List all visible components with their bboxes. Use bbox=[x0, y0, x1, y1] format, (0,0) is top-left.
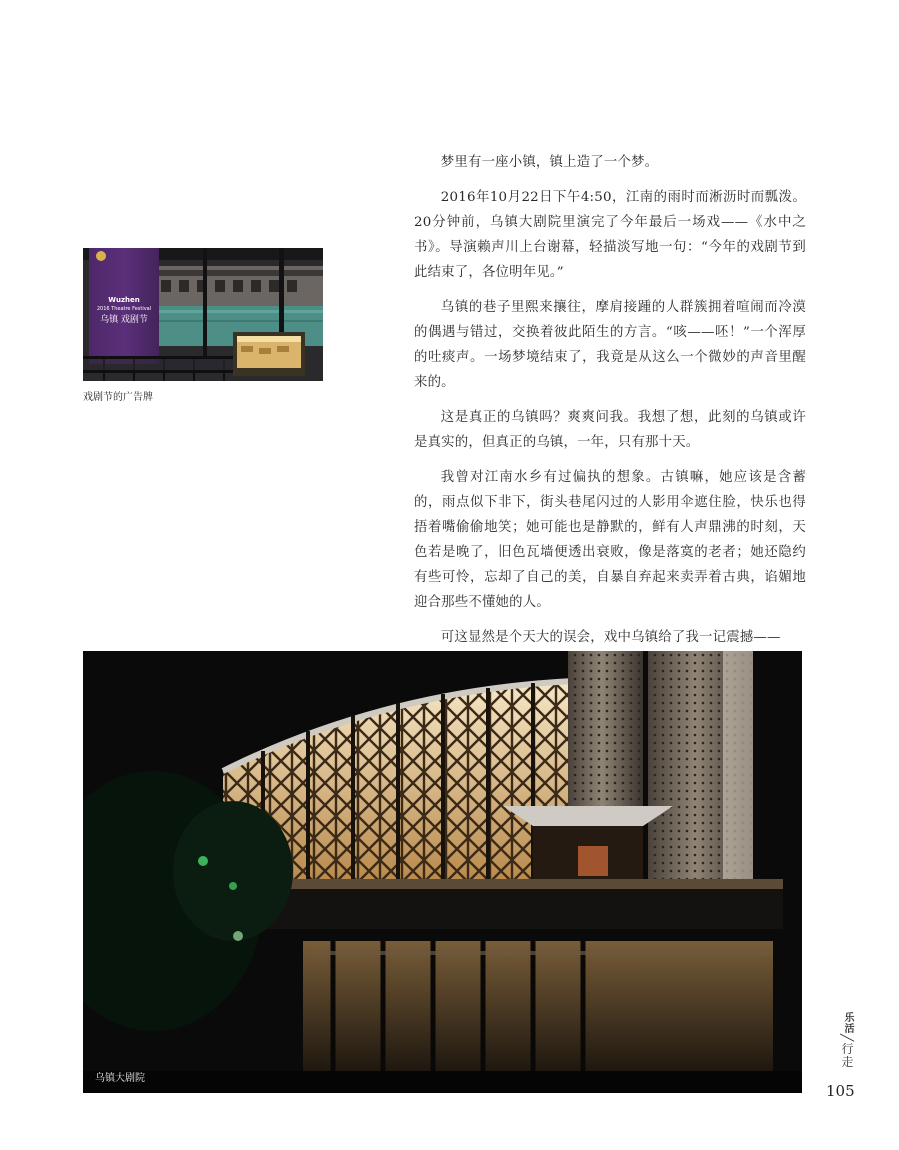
section-divider: ╱ bbox=[840, 1034, 854, 1043]
section-label bbox=[822, 1012, 856, 1072]
banner-line-1: Wuzhen bbox=[108, 296, 140, 304]
paragraph: 梦里有一座小镇，镇上造了一个梦。 bbox=[440, 155, 659, 170]
photo-caption: 戏剧节的广告牌 bbox=[83, 392, 153, 403]
banner-line-2: 2016 Theatre Festival bbox=[96, 306, 152, 312]
paragraph: 我曾对江南水乡有过偏执的想象。古镇嘛，她应该是含蓄的，雨点似下非下，街头巷尾闪过的人影用伞遮住脸，快乐也得捂着嘴偷偷地笑；她可能也是静默的，鲜有人声鼎沸的时刻，天色若是晚了，旧色瓦墙便透出衰败，像是落寞的老者；她还隐约有些可怜，忘却了自己的美，自暴自弃起来卖弄着古典，谄媚地迎合那些不懂她的人。 bbox=[414, 470, 806, 610]
banner-line-3: 乌镇 戏剧节 bbox=[100, 315, 148, 325]
photo-caption: 乌镇大剧院 bbox=[95, 1073, 145, 1084]
festival-logo-icon bbox=[96, 251, 106, 261]
page-number: 105 bbox=[826, 1082, 855, 1100]
paragraph: 可这显然是个天大的误会，戏中乌镇给了我一记震撼—— bbox=[440, 630, 781, 645]
paragraph: 2016年10月22日下午4:50，江南的雨时而淅沥时而瓢泼。20分钟前，乌镇大剧院里演完了今年最后一场戏——《水中之书》。导演赖声川上台谢幕，轻描淡写地一句：“今年的戏剧节到此结束了，各位明年见。” bbox=[414, 190, 806, 280]
festival-banner-photo bbox=[83, 248, 323, 381]
paragraph: 乌镇的巷子里熙来攘往，摩肩接踵的人群簇拥着喧闹而冷漠的偶遇与错过，交换着彼此陌生的方言。“咳——呸！”一个浑厚的吐痰声。一场梦境结束了，我竟是从这么一个微妙的声音里醒来的。 bbox=[414, 300, 806, 390]
section-label-b: 行走 bbox=[840, 1042, 854, 1069]
article-body bbox=[414, 150, 806, 660]
theatre-illustration bbox=[83, 651, 802, 1093]
section-label-a: 乐活 bbox=[842, 1012, 853, 1034]
paragraph: 这是真正的乌镇吗？爽爽问我。我想了想，此刻的乌镇或许是真实的，但真正的乌镇，一年，只有那十天。 bbox=[414, 410, 806, 450]
festival-banner-illustration bbox=[83, 248, 323, 381]
theatre-night-photo bbox=[83, 651, 802, 1093]
